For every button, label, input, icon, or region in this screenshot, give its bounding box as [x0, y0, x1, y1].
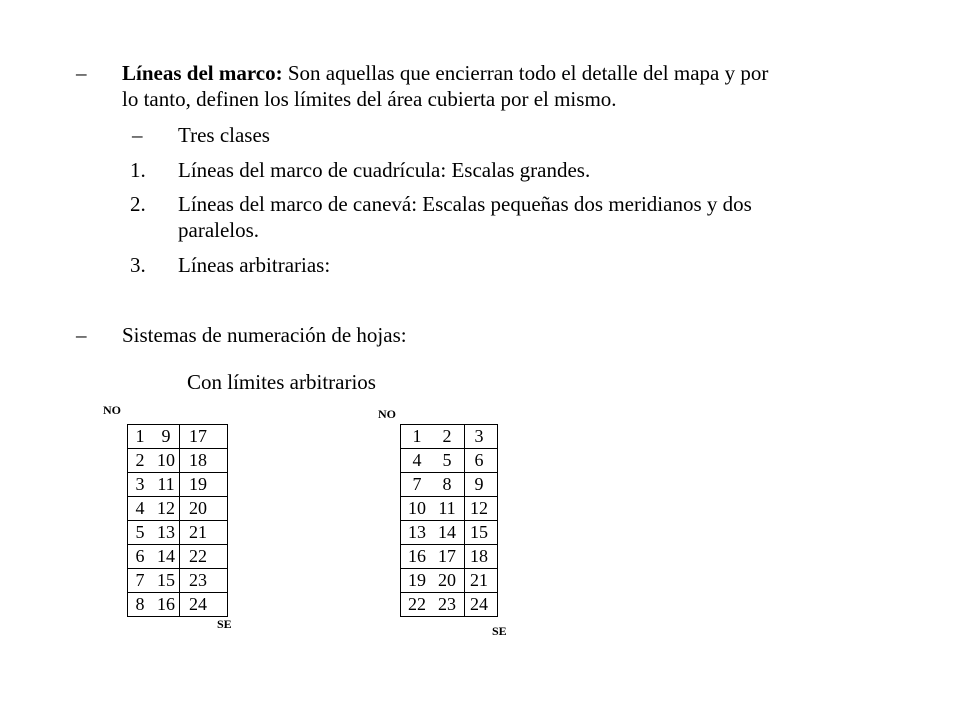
list-number-3: 3. — [130, 253, 146, 277]
bullet-dash: – — [76, 61, 87, 85]
grid-cell: 18 — [189, 450, 207, 470]
grid-cell: 16 — [408, 546, 426, 566]
grid-cell: 11 — [157, 474, 175, 494]
grid-cell: 9 — [474, 474, 484, 494]
grid-cell: 6 — [135, 546, 145, 566]
grid-cell: 12 — [157, 498, 175, 518]
grid-cell: 21 — [470, 570, 488, 590]
grid-cell: 15 — [157, 570, 175, 590]
grid-cell: 23 — [438, 594, 456, 614]
list-item-2-line2: paralelos. — [178, 218, 260, 242]
grid-cell: 5 — [135, 522, 145, 542]
corner-label-se-right: SE — [492, 624, 507, 638]
grid-cell: 15 — [470, 522, 488, 542]
grid-cell: 4 — [412, 450, 422, 470]
grid-cell: 1 — [135, 426, 145, 446]
grid-cell: 5 — [442, 450, 452, 470]
grid-cell: 6 — [474, 450, 484, 470]
grid-horizontal-line — [400, 616, 498, 617]
grid-cell: 24 — [189, 594, 207, 614]
grid-horizontal-line — [127, 568, 228, 569]
grid-cell: 4 — [135, 498, 145, 518]
corner-label-no-right: NO — [378, 407, 396, 421]
grid-cell: 13 — [157, 522, 175, 542]
grid-cell: 2 — [135, 450, 145, 470]
grid-cell: 2 — [442, 426, 452, 446]
grid-cell: 17 — [438, 546, 456, 566]
grid-cell: 14 — [157, 546, 175, 566]
grid-horizontal-line — [400, 496, 498, 497]
grid-cell: 19 — [189, 474, 207, 494]
grid-cell: 7 — [135, 570, 145, 590]
grid-cell: 12 — [470, 498, 488, 518]
item-sheet-numbering: Sistemas de numeración de hojas: — [122, 323, 407, 347]
grid-cell: 8 — [442, 474, 452, 494]
corner-label-no-left: NO — [103, 403, 121, 417]
grid-cell: 10 — [408, 498, 426, 518]
grid-horizontal-line — [400, 544, 498, 545]
grid-cell: 18 — [470, 546, 488, 566]
grid-horizontal-line — [127, 496, 228, 497]
grid-cell: 13 — [408, 522, 426, 542]
term-definition-line1: Son aquellas que encierran todo el detalle del mapa y por — [282, 61, 769, 85]
grid-horizontal-line — [127, 544, 228, 545]
grid-horizontal-line — [400, 592, 498, 593]
list-item-1: Líneas del marco de cuadrícula: Escalas grandes. — [178, 158, 591, 182]
grid-cell: 16 — [157, 594, 175, 614]
grid-horizontal-line — [400, 568, 498, 569]
item-three-classes: Tres clases — [178, 123, 270, 147]
grid-cell: 20 — [438, 570, 456, 590]
term-label: Líneas del marco: — [122, 61, 283, 85]
grid-cell: 19 — [408, 570, 426, 590]
grid-cell: 14 — [438, 522, 456, 542]
grid-cell: 9 — [161, 426, 171, 446]
corner-label-se-left: SE — [217, 617, 232, 631]
grid-cell: 24 — [470, 594, 488, 614]
grid-cell: 10 — [157, 450, 175, 470]
grid-cell: 8 — [135, 594, 145, 614]
grid-cell: 11 — [438, 498, 456, 518]
list-number-2: 2. — [130, 192, 146, 216]
grid-cell: 3 — [474, 426, 484, 446]
term-definition-line2: lo tanto, definen los límites del área cubierta por el mismo. — [122, 87, 617, 111]
grid-horizontal-line — [127, 448, 228, 449]
grid-horizontal-line — [400, 472, 498, 473]
grid-horizontal-line — [127, 616, 228, 617]
list-item-3: Líneas arbitrarias: — [178, 253, 331, 277]
grid-cell: 3 — [135, 474, 145, 494]
grid-horizontal-line — [400, 448, 498, 449]
grid-horizontal-line — [127, 472, 228, 473]
sheet-grid-right — [400, 424, 497, 616]
grid-cell: 20 — [189, 498, 207, 518]
grid-cell: 17 — [189, 426, 207, 446]
list-number-1: 1. — [130, 158, 146, 182]
grid-cell: 21 — [189, 522, 207, 542]
list-item-2 — [178, 191, 898, 243]
grid-horizontal-line — [127, 592, 228, 593]
bullet-dash: – — [76, 323, 87, 347]
subtitle-arbitrary-limits: Con límites arbitrarios — [187, 370, 376, 394]
grid-horizontal-line — [127, 424, 228, 425]
grid-cell: 1 — [412, 426, 422, 446]
list-item-2-line1: Líneas del marco de canevá: Escalas pequeñas dos meridianos y dos — [178, 192, 752, 216]
grid-cell: 7 — [412, 474, 422, 494]
grid-cell: 22 — [408, 594, 426, 614]
bullet-dash: – — [132, 123, 143, 147]
grid-cell: 23 — [189, 570, 207, 590]
sheet-grid-left — [127, 424, 227, 616]
grid-horizontal-line — [400, 424, 498, 425]
grid-horizontal-line — [400, 520, 498, 521]
item-frame-lines — [122, 60, 902, 112]
grid-cell: 22 — [189, 546, 207, 566]
grid-horizontal-line — [127, 520, 228, 521]
